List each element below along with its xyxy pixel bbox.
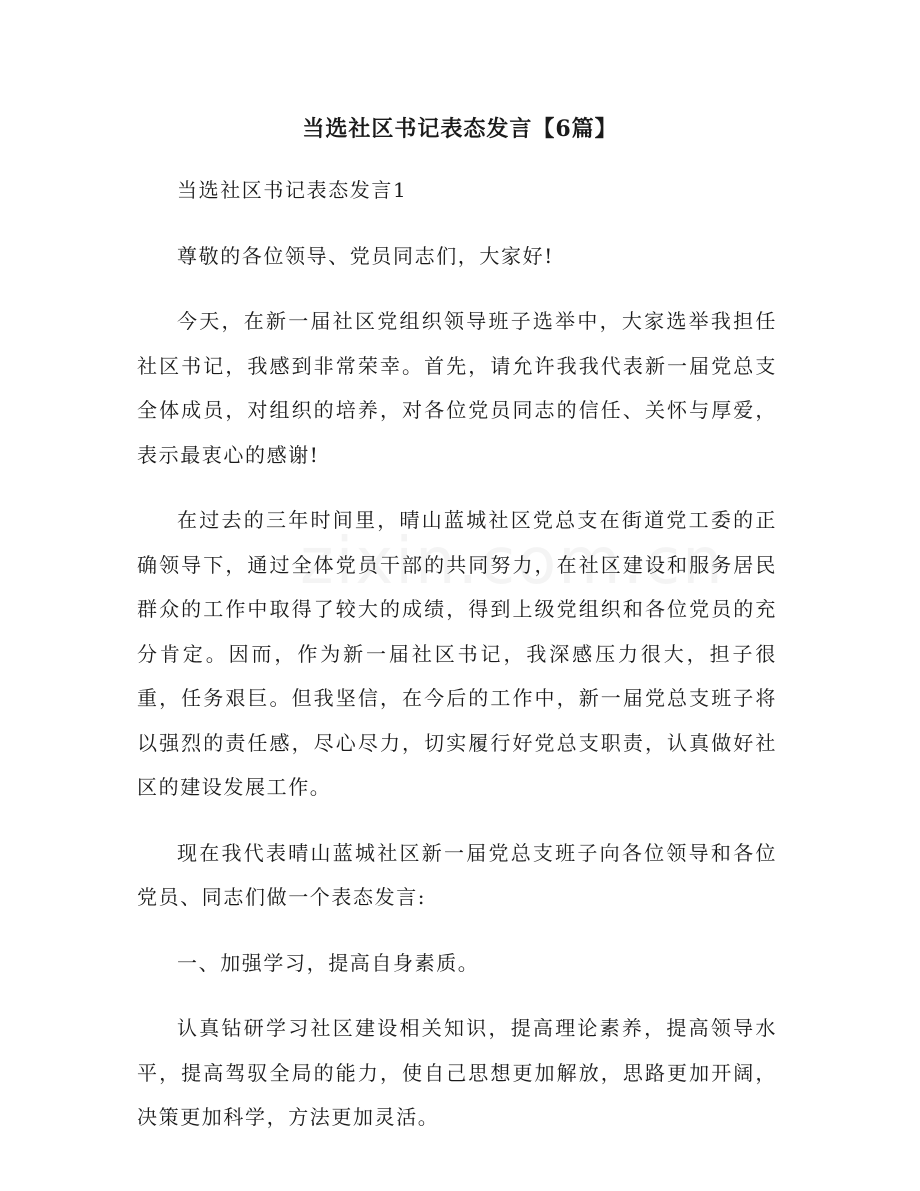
greeting-paragraph: 尊敬的各位领导、党员同志们，大家好! bbox=[177, 243, 554, 268]
document-title: 当选社区书记表态发言【6篇】 bbox=[302, 116, 618, 142]
section-heading: 当选社区书记表态发言1 bbox=[177, 178, 408, 202]
point-heading: 一、加强学习，提高自身素质。 bbox=[177, 950, 480, 975]
body-paragraph: 认真钻研学习社区建设相关知识，提高理论素养，提高领导水平，提高驾驭全局的能力，使自己思想更加解放，思路更加开阔，决策更加科学，方法更加灵活。 bbox=[137, 1016, 777, 1129]
body-paragraph: 在过去的三年时间里，晴山蓝城社区党总支在街道党工委的正确领导下，通过全体党员干部的共同努力，在社区建设和服务居民群众的工作中取得了较大的成绩，得到上级党组织和各位党员的充分肯定。因而，作为新一届社区书记，我深感压力很大，担子很重，任务艰巨。但我坚信，在今后的工作中，新一届党总支班子将以强烈的责任感，尽心尽力，切实履行好党总支职责，认真做好社区的建设发展工作。 bbox=[137, 508, 777, 799]
document-body bbox=[137, 168, 777, 1161]
body-paragraph: 现在我代表晴山蓝城社区新一届党总支班子向各位领导和各位党员、同志们做一个表态发言: bbox=[137, 840, 777, 909]
body-paragraph: 今天，在新一届社区党组织领导班子选举中，大家选举我担任社区书记，我感到非常荣幸。首先，请允许我我代表新一届党总支全体成员，对组织的培养，对各位党员同志的信任、关怀与厚爱，表示最衷心的感谢! bbox=[137, 309, 777, 467]
